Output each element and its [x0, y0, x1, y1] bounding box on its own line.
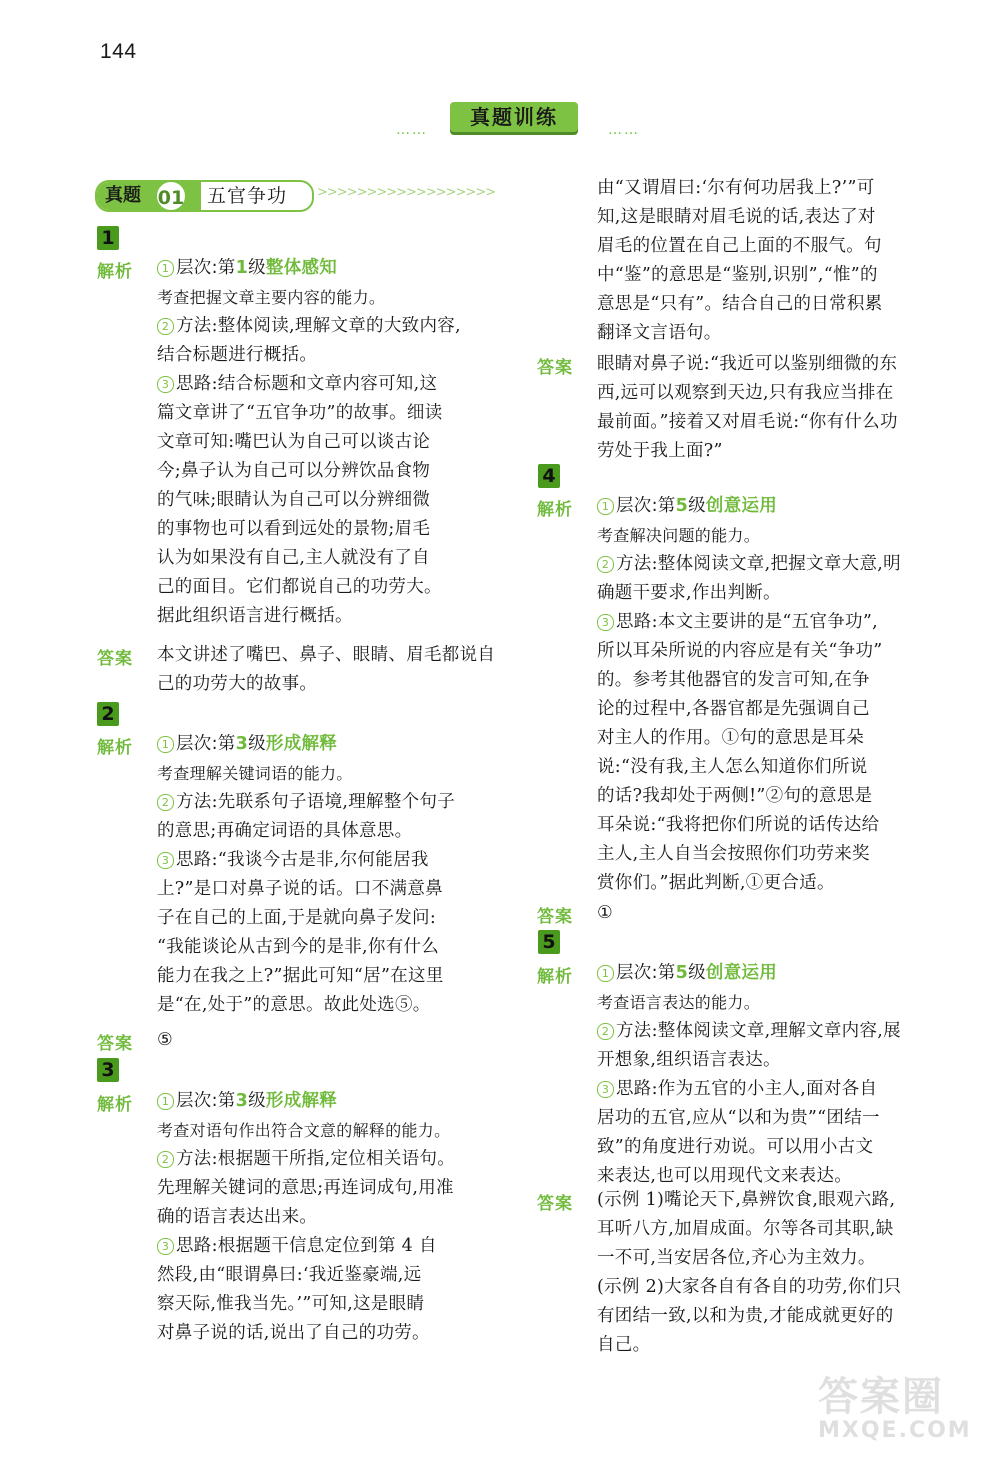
- text-line: [157, 1087, 455, 1116]
- page-number: 144: [100, 40, 137, 63]
- line-text: 方法:整体阅读文章,把握文章大意,明: [616, 554, 901, 574]
- answer-label-5: 答案: [537, 1194, 573, 1214]
- text-line: [157, 933, 455, 962]
- watermark-line-2: MXQE.COM: [818, 1418, 972, 1443]
- line-text: 的气味;眼睛认为自己可以分辨细微: [157, 490, 431, 510]
- level-number: 3: [235, 734, 249, 754]
- line-text: 对鼻子说的话,说出了自己的功劳。: [157, 1323, 430, 1343]
- line-text: 所以耳朵所说的内容应是有关“争功”: [597, 641, 883, 661]
- text-line: [597, 408, 898, 437]
- text-line: [157, 1319, 455, 1348]
- text-line: [597, 203, 883, 232]
- text-line: [597, 608, 901, 637]
- line-text: (示例 1)嘴论天下,鼻辨饮食,眼观六路,: [597, 1190, 896, 1210]
- line-text: 本文讲述了嘴巴、鼻子、眼睛、眉毛都说自: [157, 645, 496, 665]
- line-text: “我能谈论从古到今的是非,你有什么: [157, 937, 440, 957]
- text-line: [597, 261, 883, 290]
- text-line: [157, 1232, 455, 1261]
- text-line: [597, 1244, 901, 1273]
- line-text: 的意思;再确定词语的具体意思。: [157, 821, 413, 841]
- step-number-icon: 3: [157, 852, 174, 869]
- line-text: 己的面目。它们都说自己的功劳大。: [157, 577, 442, 597]
- text-line: [597, 1133, 901, 1162]
- level-prefix: 层次:第: [176, 1091, 236, 1111]
- step-number-icon: 3: [597, 614, 614, 631]
- step-number-icon: 2: [597, 556, 614, 573]
- line-text: 确的语言表达出来。: [157, 1207, 318, 1227]
- text-line: [597, 637, 901, 666]
- line-text: 自己。: [597, 1335, 651, 1355]
- text-line: [597, 521, 901, 550]
- line-text: 思路:本文主要讲的是“五官争功”,: [616, 612, 878, 632]
- text-line: [157, 1116, 455, 1145]
- level-name: 整体感知: [265, 258, 338, 278]
- line-text: 的事物也可以看到远处的景物;眉毛: [157, 519, 431, 539]
- text-line: [597, 1075, 901, 1104]
- line-text: 的话?我却处于两侧!”②句的意思是: [597, 786, 873, 806]
- text-line: [597, 379, 898, 408]
- watermark: [818, 1375, 988, 1447]
- text-line: [157, 602, 461, 631]
- question-number-2: 2: [97, 702, 119, 726]
- line-text: 对主人的作用。①句的意思是耳朵: [597, 728, 864, 748]
- text-line: [157, 904, 455, 933]
- lesson-number: 01: [155, 180, 187, 212]
- text-line: [157, 875, 455, 904]
- text-line: [597, 1186, 901, 1215]
- line-text: 方法:根据题干所指,定位相关语句。: [176, 1149, 456, 1169]
- text-line: [157, 341, 461, 370]
- text-line: [157, 1290, 455, 1319]
- analysis-block-3-continued: [597, 174, 883, 348]
- line-text: 的。参考其他器官的发言可知,在争: [597, 670, 870, 690]
- text-line: [597, 350, 898, 379]
- question-number-4: 4: [538, 464, 560, 488]
- level-name: 创意运用: [705, 963, 778, 983]
- line-text: 能力在我之上?”据此可知“居”在这里: [157, 966, 444, 986]
- step-number-icon: 3: [157, 376, 174, 393]
- text-line: [597, 959, 901, 988]
- level-prefix: 层次:第: [176, 258, 236, 278]
- step-number-icon: 3: [157, 1238, 174, 1255]
- answer-label-3: 答案: [537, 358, 573, 378]
- text-line: [597, 1046, 901, 1075]
- line-text: 考查把握文章主要内容的能力。: [157, 288, 386, 307]
- line-text: 今;鼻子认为自己可以分辨饮品食物: [157, 461, 431, 481]
- level-suffix: 级: [688, 496, 706, 516]
- line-text: 文章可知:嘴巴认为自己可以谈古论: [157, 432, 431, 452]
- watermark-line-1: 答案圈: [818, 1374, 944, 1420]
- text-line: [597, 232, 883, 261]
- text-line: [157, 1145, 455, 1174]
- text-line: [157, 486, 461, 515]
- text-line: [157, 846, 455, 875]
- text-line: [597, 579, 901, 608]
- analysis-block-1: [157, 254, 461, 631]
- line-text: 是“在,处于”的意思。故此处选⑤。: [157, 995, 431, 1015]
- line-text: 结合标题进行概括。: [157, 345, 318, 365]
- answer-block-2: [157, 1026, 173, 1055]
- step-number-icon: 1: [157, 1093, 174, 1110]
- line-text: 有团结一致,以和为贵,才能成就更好的: [597, 1306, 894, 1326]
- text-line: [597, 782, 901, 811]
- analysis-block-3: [157, 1087, 455, 1348]
- text-line: [597, 174, 883, 203]
- line-text: 篇文章讲了“五官争功”的故事。细读: [157, 403, 443, 423]
- lesson-title: 五官争功: [207, 185, 288, 207]
- text-line: [597, 1215, 901, 1244]
- text-line: [157, 641, 495, 670]
- level-number: 3: [235, 1091, 249, 1111]
- line-text: ①: [597, 903, 613, 923]
- line-text: 先理解关键词的意思;再连词成句,用准: [157, 1178, 454, 1198]
- step-number-icon: 1: [157, 260, 174, 277]
- text-line: [597, 1104, 901, 1133]
- section-header: [390, 100, 640, 140]
- text-line: [597, 1273, 901, 1302]
- level-suffix: 级: [248, 258, 266, 278]
- line-text: 考查对语句作出符合文意的解释的能力。: [157, 1121, 451, 1140]
- text-line: [157, 254, 461, 283]
- text-line: [157, 730, 455, 759]
- step-number-icon: 1: [597, 965, 614, 982]
- line-text: 致”的角度进行劝说。可以用小古文: [597, 1137, 874, 1157]
- line-text: 考查语言表达的能力。: [597, 993, 761, 1012]
- text-line: [597, 753, 901, 782]
- answer-block-3: [597, 350, 898, 466]
- line-text: 方法:整体阅读文章,理解文章内容,展: [616, 1021, 901, 1041]
- text-line: [157, 817, 455, 846]
- text-line: [597, 492, 901, 521]
- level-name: 形成解释: [265, 1091, 338, 1111]
- line-text: 上?”是口对鼻子说的话。口不满意鼻: [157, 879, 443, 899]
- text-line: [597, 869, 901, 898]
- line-text: 己的功劳大的故事。: [157, 674, 318, 694]
- level-name: 创意运用: [705, 496, 778, 516]
- level-suffix: 级: [248, 1091, 266, 1111]
- answer-block-1: [157, 641, 495, 699]
- header-dots-left: ……: [396, 122, 428, 138]
- line-text: 居功的五官,应从“以和为贵”“团结一: [597, 1108, 880, 1128]
- text-line: [597, 1302, 901, 1331]
- question-number-1: 1: [97, 226, 119, 250]
- text-line: [157, 515, 461, 544]
- analysis-block-5: [597, 959, 901, 1191]
- analysis-label-1: 解析: [97, 262, 133, 282]
- text-line: [597, 695, 901, 724]
- analysis-label-3: 解析: [97, 1095, 133, 1115]
- line-text: 考查理解关键词语的能力。: [157, 764, 353, 783]
- analysis-block-2: [157, 730, 455, 1020]
- answer-label-1: 答案: [97, 649, 133, 669]
- text-line: [157, 1026, 173, 1055]
- level-prefix: 层次:第: [616, 963, 676, 983]
- line-text: 翻译文言语句。: [597, 323, 722, 343]
- line-text: 开想象,组织语言表达。: [597, 1050, 781, 1070]
- line-text: 耳听八方,加眉成面。尔等各司其职,缺: [597, 1219, 894, 1239]
- line-text: 一不可,当安居各位,齐心为主效力。: [597, 1248, 876, 1268]
- text-line: [157, 670, 495, 699]
- question-number-3: 3: [97, 1058, 119, 1082]
- line-text: 耳朵说:“我将把你们所说的话传达给: [597, 815, 880, 835]
- line-text: 考查解决问题的能力。: [597, 526, 761, 545]
- level-prefix: 层次:第: [176, 734, 236, 754]
- text-line: [597, 1331, 901, 1360]
- header-title-box: [450, 102, 578, 132]
- analysis-label-5: 解析: [537, 967, 573, 987]
- lesson-tag: [95, 180, 515, 210]
- lesson-label: 真题: [105, 185, 141, 206]
- text-line: [597, 899, 613, 928]
- step-number-icon: 3: [597, 1081, 614, 1098]
- text-line: [597, 988, 901, 1017]
- header-title: 真题训练: [470, 105, 558, 129]
- line-text: 来表达,也可以用现代文来表达。: [597, 1166, 853, 1186]
- text-line: [157, 788, 455, 817]
- line-text: 最前面。”接着又对眉毛说:“你有什么功: [597, 412, 898, 432]
- text-line: [597, 550, 901, 579]
- step-number-icon: 2: [157, 318, 174, 335]
- level-number: 1: [235, 258, 249, 278]
- line-text: 知,这是眼睛对眉毛说的话,表达了对: [597, 207, 876, 227]
- text-line: [597, 666, 901, 695]
- text-line: [157, 1174, 455, 1203]
- line-text: 眼睛对鼻子说:“我近可以鉴别细微的东: [597, 354, 898, 374]
- lesson-arrows: >>>>>>>>>>>>>>>>>>: [317, 185, 496, 200]
- line-text: 据此组织语言进行概括。: [157, 606, 353, 626]
- answer-block-5: [597, 1186, 901, 1360]
- line-text: 眉毛的位置在自己上面的不服气。句: [597, 236, 882, 256]
- line-text: 确题干要求,作出判断。: [597, 583, 781, 603]
- level-suffix: 级: [248, 734, 266, 754]
- text-line: [597, 840, 901, 869]
- line-text: 然段,由“眼谓鼻曰:‘我近鉴豪端,远: [157, 1265, 422, 1285]
- level-prefix: 层次:第: [616, 496, 676, 516]
- line-text: 西,远可以观察到天边,只有我应当排在: [597, 383, 894, 403]
- line-text: 论的过程中,各器官都是先强调自己: [597, 699, 870, 719]
- line-text: 说:“没有我,主人怎么知道你们所说: [597, 757, 868, 777]
- line-text: 主人,主人自当会按照你们功劳来奖: [597, 844, 870, 864]
- level-number: 5: [675, 963, 689, 983]
- text-line: [597, 1017, 901, 1046]
- line-text: 意思是“只有”。结合自己的日常积累: [597, 294, 883, 314]
- text-line: [157, 759, 455, 788]
- line-text: ⑤: [157, 1030, 173, 1050]
- text-line: [157, 399, 461, 428]
- text-line: [597, 290, 883, 319]
- text-line: [157, 457, 461, 486]
- line-text: 思路:根据题干信息定位到第 4 自: [176, 1236, 437, 1256]
- text-line: [157, 1203, 455, 1232]
- text-line: [157, 991, 455, 1020]
- line-text: 由“又谓眉曰:‘尔有何功居我上?’”可: [597, 178, 875, 198]
- analysis-block-4: [597, 492, 901, 898]
- line-text: 思路:“我谈今古是非,尔何能居我: [176, 850, 429, 870]
- level-suffix: 级: [688, 963, 706, 983]
- line-text: (示例 2)大家各自有各自的功劳,你们只: [597, 1277, 902, 1297]
- text-line: [157, 544, 461, 573]
- step-number-icon: 1: [597, 498, 614, 515]
- text-line: [157, 370, 461, 399]
- line-text: 子在自己的上面,于是就向鼻子发问:: [157, 908, 437, 928]
- text-line: [157, 283, 461, 312]
- line-text: 方法:整体阅读,理解文章的大致内容,: [176, 316, 461, 336]
- answer-block-4: [597, 899, 613, 928]
- step-number-icon: 1: [157, 736, 174, 753]
- line-text: 中“鉴”的意思是“鉴别,识别”,“惟”的: [597, 265, 878, 285]
- text-line: [157, 428, 461, 457]
- answer-label-2: 答案: [97, 1034, 133, 1054]
- text-line: [597, 724, 901, 753]
- step-number-icon: 2: [157, 1151, 174, 1168]
- level-name: 形成解释: [265, 734, 338, 754]
- question-number-5: 5: [538, 930, 560, 954]
- text-line: [157, 573, 461, 602]
- line-text: 赏你们。”据此判断,①更合适。: [597, 873, 835, 893]
- text-line: [157, 1261, 455, 1290]
- line-text: 思路:作为五官的小主人,面对各自: [616, 1079, 878, 1099]
- lesson-tag-box: [95, 180, 314, 212]
- step-number-icon: 2: [597, 1023, 614, 1040]
- header-dots-right: ……: [608, 122, 640, 138]
- analysis-label-2: 解析: [97, 738, 133, 758]
- text-line: [157, 312, 461, 341]
- text-line: [597, 437, 898, 466]
- answer-label-4: 答案: [537, 907, 573, 927]
- text-line: [597, 811, 901, 840]
- step-number-icon: 2: [157, 794, 174, 811]
- line-text: 劳处于我上面?”: [597, 441, 723, 461]
- text-line: [157, 962, 455, 991]
- text-line: [597, 319, 883, 348]
- analysis-label-4: 解析: [537, 500, 573, 520]
- line-text: 认为如果没有自己,主人就没有了自: [157, 548, 430, 568]
- line-text: 方法:先联系句子语境,理解整个句子: [176, 792, 456, 812]
- level-number: 5: [675, 496, 689, 516]
- line-text: 察天际,惟我当先。’”可知,这是眼睛: [157, 1294, 425, 1314]
- line-text: 思路:结合标题和文章内容可知,这: [176, 374, 438, 394]
